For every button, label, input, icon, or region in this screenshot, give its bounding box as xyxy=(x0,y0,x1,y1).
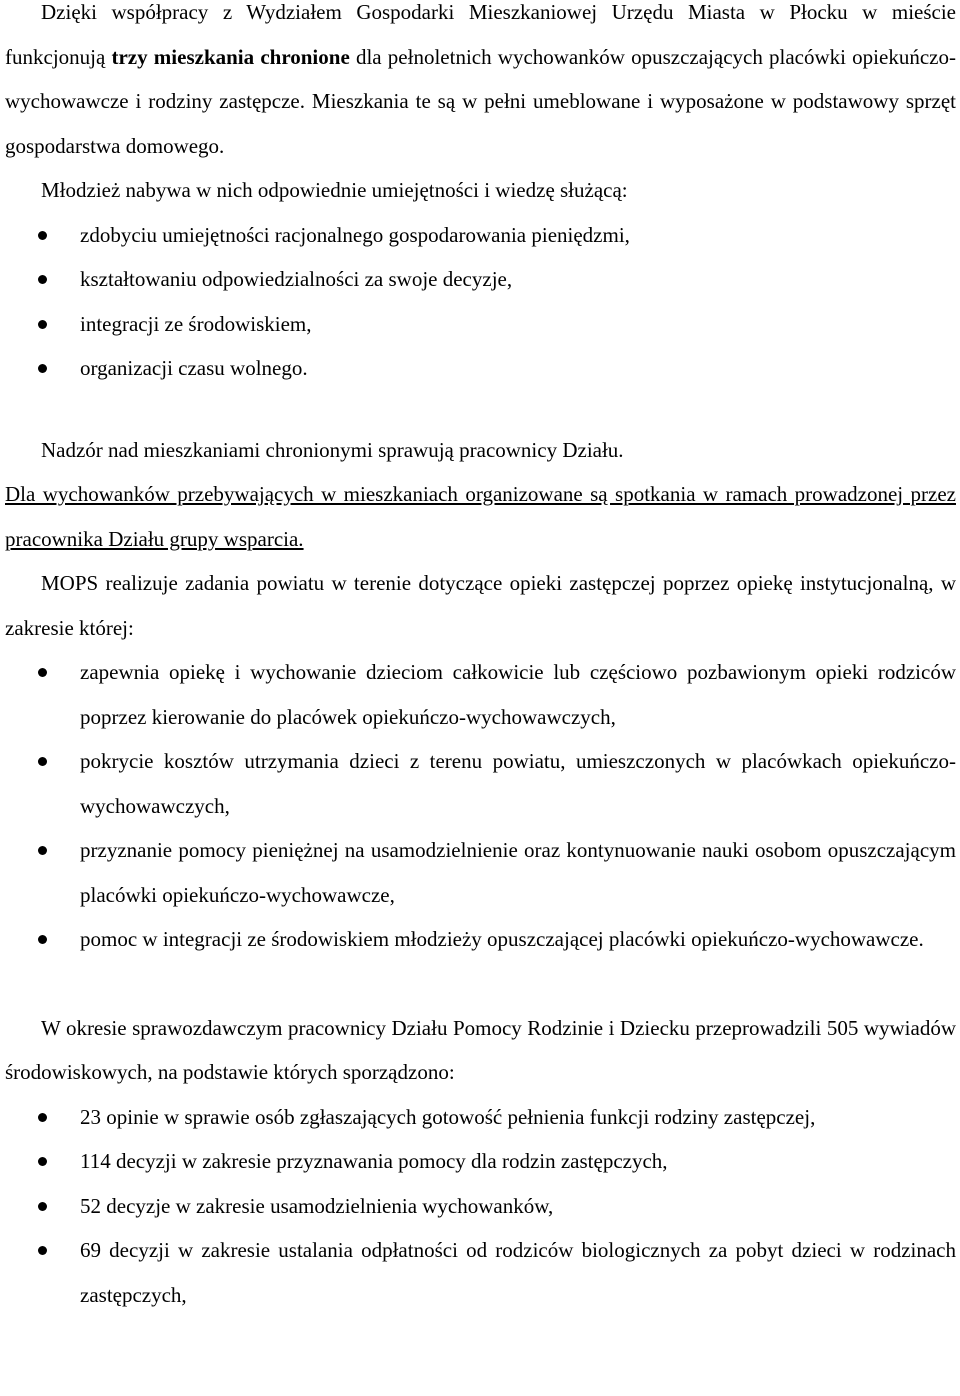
list-item: integracji ze środowiskiem, xyxy=(5,302,956,347)
skills-list xyxy=(5,213,956,391)
list-item: zapewnia opiekę i wychowanie dzieciom całkowicie lub częściowo pozbawionym opieki rodziców poprzez kierowanie do placówek opiekuńczo-wychowawczych, xyxy=(5,650,956,739)
paragraph-reporting-period: W okresie sprawozdawczym pracownicy Działu Pomocy Rodzinie i Dziecku przeprowadzili 505 wywiadów środowiskowych, na podstawie których sporządzono: xyxy=(5,1015,956,1084)
paragraph-support-group: Dla wychowanków przebywających w mieszkaniach organizowane są spotkania w ramach prowadzonej przez pracownika Działu grupy wsparcia. xyxy=(5,482,956,551)
list-item: 23 opinie w sprawie osób zgłaszających gotowość pełnienia funkcji rodziny zastępczej, xyxy=(5,1095,956,1140)
paragraph-mops-tasks: MOPS realizuje zadania powiatu w terenie dotyczące opieki zastępczej poprzez opiekę instytucjonalną, w zakresie której: xyxy=(5,571,956,640)
paragraph-supervision: Nadzór nad mieszkaniami chronionymi sprawują pracownicy Działu. xyxy=(41,437,624,462)
list-item: 52 decyzje w zakresie usamodzielnienia wychowanków, xyxy=(5,1184,956,1229)
list-item: przyznanie pomocy pieniężnej na usamodzielnienie oraz kontynuowanie nauki osobom opuszczającym placówki opiekuńczo-wychowawcze, xyxy=(5,828,956,917)
list-item: pokrycie kosztów utrzymania dzieci z terenu powiatu, umieszczonych w placówkach opiekuńczo-wychowawczych, xyxy=(5,739,956,828)
list-item: pomoc w integracji ze środowiskiem młodzieży opuszczającej placówki opiekuńczo-wychowawcze. xyxy=(5,917,956,962)
list-item: 114 decyzji w zakresie przyznawania pomocy dla rodzin zastępczych, xyxy=(5,1139,956,1184)
paragraph-housing-intro-part2: dla pełnoletnich wychowanków opuszczających placówki opiekuńczo-wychowawcze i rodziny zastępcze. Mieszkania te są w pełni umeblowane i wyposażone w podstawowy sprzęt gospodarstwa domowego. xyxy=(5,44,956,158)
decisions-list xyxy=(5,1095,956,1318)
list-item: kształtowaniu odpowiedzialności za swoje decyzje, xyxy=(5,257,956,302)
list-item: organizacji czasu wolnego. xyxy=(5,346,956,391)
paragraph-skills-intro: Młodzież nabywa w nich odpowiednie umiejętności i wiedzę służącą: xyxy=(41,178,628,202)
paragraph-housing-intro xyxy=(5,0,956,168)
list-item: 69 decyzji w zakresie ustalania odpłatności od rodziców biologicznych za pobyt dzieci w rodzinach zastępczych, xyxy=(5,1228,956,1317)
paragraph-housing-intro-part1: Dzięki współpracy z Wydziałem Gospodarki Mieszkaniowej Urzędu Miasta w Płocku w mieście funkcjonują xyxy=(5,0,956,69)
paragraph-housing-intro-bold: trzy mieszkania chronione xyxy=(111,44,350,69)
mops-tasks-list xyxy=(5,650,956,962)
list-item: zdobyciu umiejętności racjonalnego gospodarowania pieniędzmi, xyxy=(5,213,956,258)
